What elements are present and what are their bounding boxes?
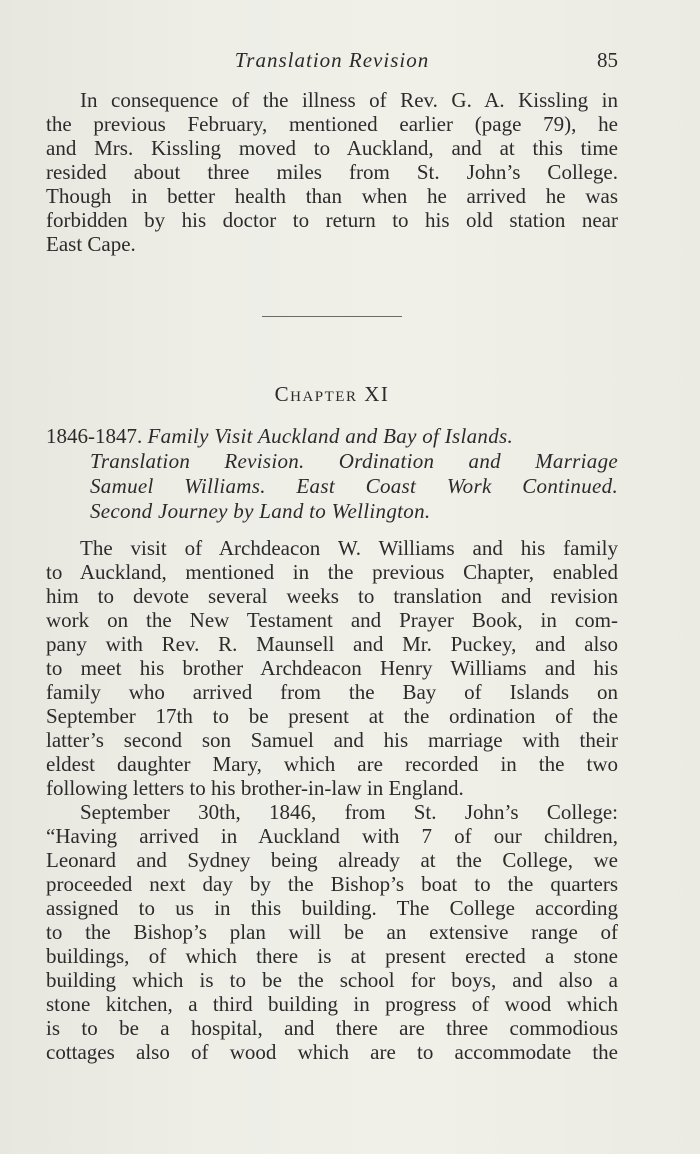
paragraph-1-line: Though in better health than when he arrived he was <box>46 184 618 208</box>
paragraph-3-line: to the Bishop’s plan will be an extensive range of <box>46 920 618 944</box>
section-divider <box>262 316 402 317</box>
paragraph-1-line: In consequence of the illness of Rev. G. A. Kissling in <box>80 88 618 112</box>
paragraph-1-line: the previous February, mentioned earlier (page 79), he <box>46 112 618 136</box>
chapter-synopsis-line: Translation Revision. Ordination and Marriage <box>90 449 618 473</box>
chapter-date-range: 1846-1847. <box>46 424 143 448</box>
paragraph-3-line: cottages also of wood which are to accommodate the <box>46 1040 618 1064</box>
paragraph-3-line: buildings, of which there is at present erected a stone <box>46 944 618 968</box>
paragraph-2-line: to Auckland, mentioned in the previous Chapter, enabled <box>46 560 618 584</box>
paragraph-2-line: pany with Rev. R. Maunsell and Mr. Puckey, and also <box>46 632 618 656</box>
running-title: Translation Revision <box>234 48 430 72</box>
chapter-synopsis-line: Second Journey by Land to Wellington. <box>90 499 431 523</box>
paragraph-3-line: “Having arrived in Auckland with 7 of our children, <box>46 824 618 848</box>
paragraph-2-line: family who arrived from the Bay of Islands on <box>46 680 618 704</box>
chapter-synopsis-text: Family Visit Auckland and Bay of Islands. <box>147 424 514 448</box>
paragraph-2-line: him to devote several weeks to translation and revision <box>46 584 618 608</box>
paragraph-2-line: September 17th to be present at the ordination of the <box>46 704 618 728</box>
running-header <box>46 48 618 78</box>
paragraph-2-line: to meet his brother Archdeacon Henry Williams and his <box>46 656 618 680</box>
chapter-heading: Chapter XI <box>274 382 390 406</box>
page-number: 85 <box>597 48 618 72</box>
chapter-synopsis-line: Samuel Williams. East Coast Work Continued. <box>90 474 618 498</box>
paragraph-2-line: work on the New Testament and Prayer Book, in com- <box>46 608 618 632</box>
chapter-synopsis-first-line <box>46 424 618 448</box>
paragraph-3-line: September 30th, 1846, from St. John’s College: <box>80 800 618 824</box>
paragraph-1-line: forbidden by his doctor to return to his old station near <box>46 208 618 232</box>
paragraph-1-line: East Cape. <box>46 232 136 256</box>
paragraph-3-line: stone kitchen, a third building in progress of wood which <box>46 992 618 1016</box>
paragraph-3-line: Leonard and Sydney being already at the College, we <box>46 848 618 872</box>
paragraph-3-line: proceeded next day by the Bishop’s boat to the quarters <box>46 872 618 896</box>
paragraph-2-line: eldest daughter Mary, which are recorded in the two <box>46 752 618 776</box>
paragraph-1-line: and Mrs. Kissling moved to Auckland, and at this time <box>46 136 618 160</box>
paragraph-2-line: following letters to his brother-in-law in England. <box>46 776 464 800</box>
paragraph-3-line: building which is to be the school for boys, and also a <box>46 968 618 992</box>
paragraph-3-line: assigned to us in this building. The College according <box>46 896 618 920</box>
paragraph-3-line: is to be a hospital, and there are three commodious <box>46 1016 618 1040</box>
paragraph-2-line: latter’s second son Samuel and his marriage with their <box>46 728 618 752</box>
paragraph-2-line: The visit of Archdeacon W. Williams and his family <box>80 536 618 560</box>
paragraph-1-line: resided about three miles from St. John’s College. <box>46 160 618 184</box>
